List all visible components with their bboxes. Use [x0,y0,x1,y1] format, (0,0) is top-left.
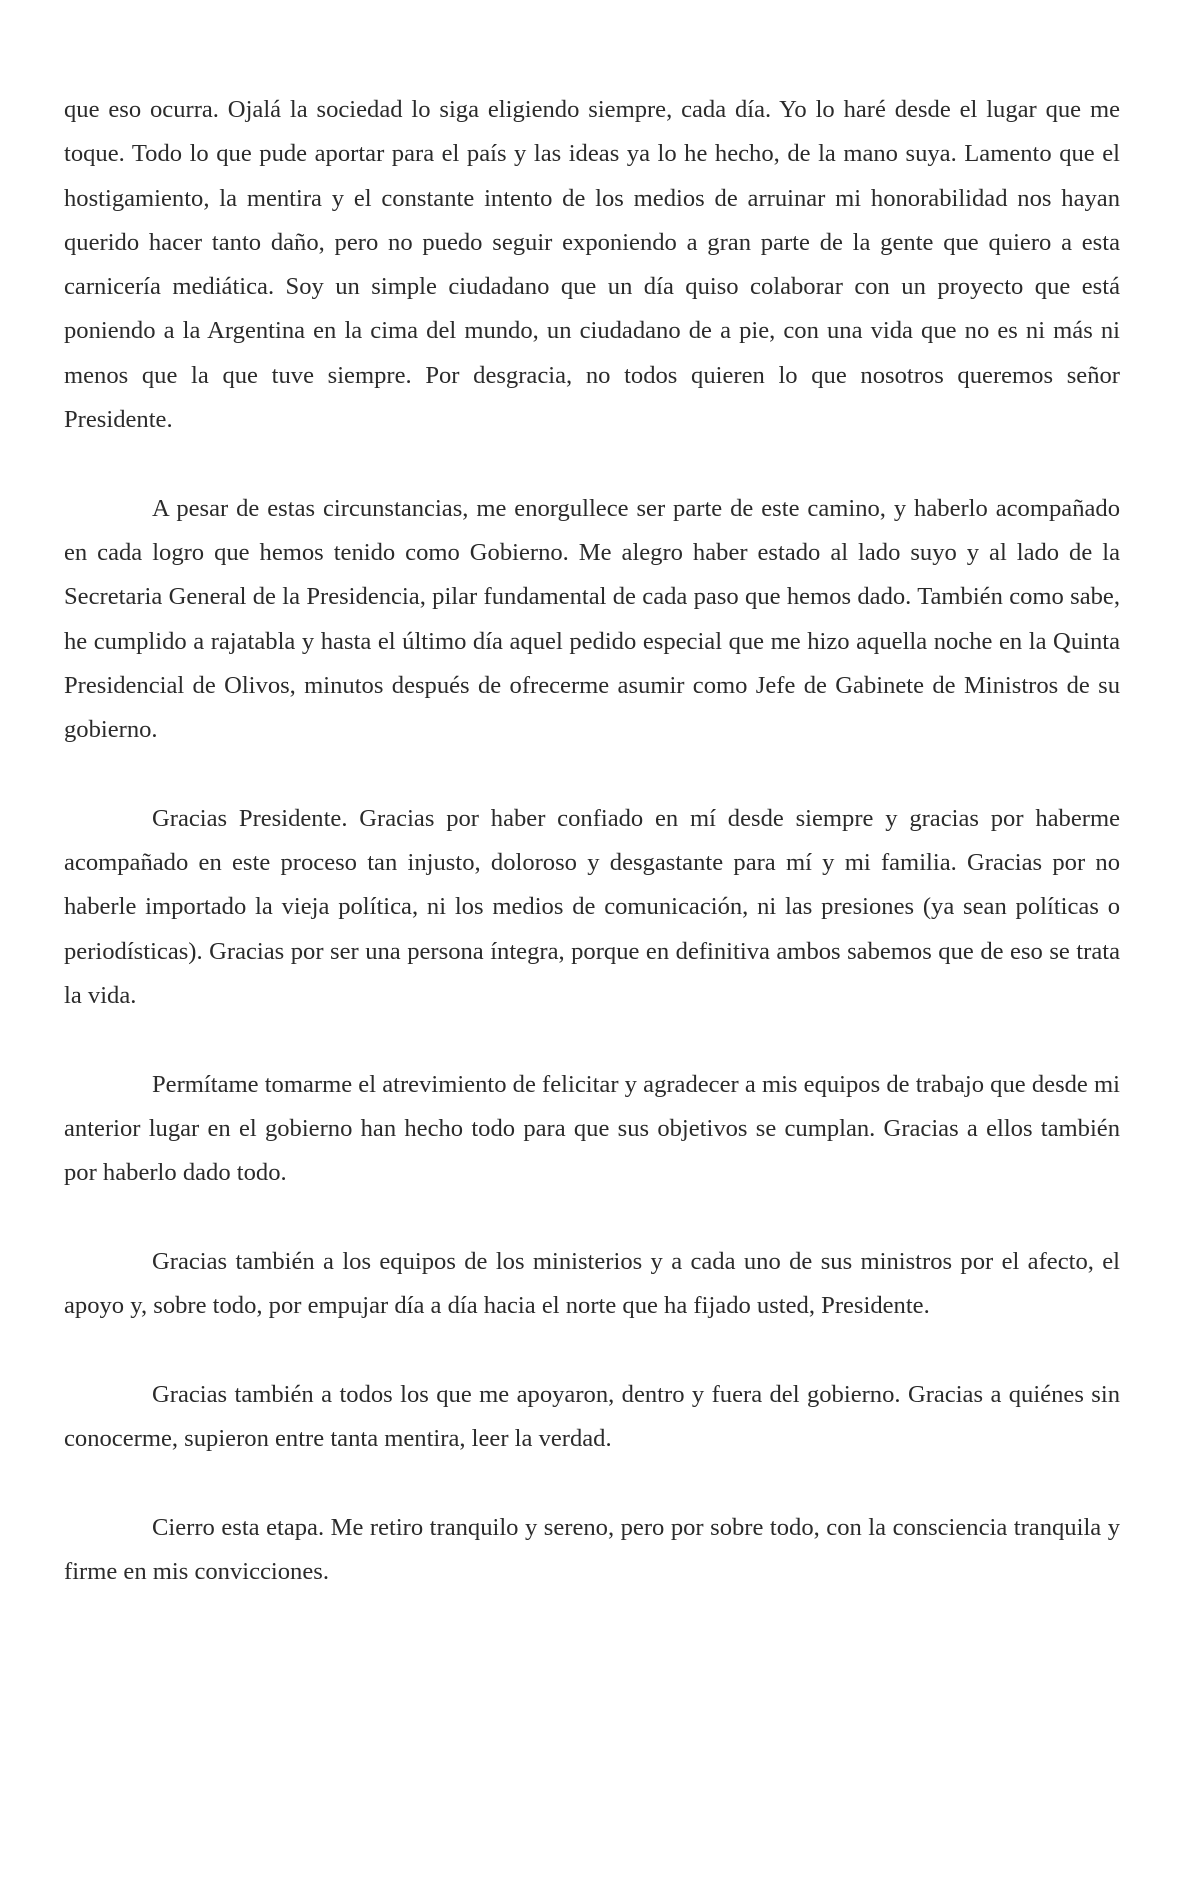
paragraph-thanks-president: Gracias Presidente. Gracias por haber confiado en mí desde siempre y gracias por haberme acompañado en este proceso tan injusto, doloroso y desgastante para mí y mi familia. Gracias por no haberle importado la vieja política, ni los medios de comunicación, ni las presiones (ya sean políticas o periodísticas). Gracias por ser una persona íntegra, porque en definitiva ambos sabemos que de eso se trata la vida. [64,804,1120,1009]
paragraph-closing: Cierro esta etapa. Me retiro tranquilo y sereno, pero por sobre todo, con la consciencia tranquila y firme en mis convicciones. [64,1513,1120,1585]
paragraph-thanks-teams: Permítame tomarme el atrevimiento de felicitar y agradecer a mis equipos de trabajo que desde mi anterior lugar en el gobierno han hecho todo para que sus objetivos se cumplan. Gracias a ellos también por haberlo dado todo. [64,1070,1120,1187]
paragraph-thanks-supporters: Gracias también a todos los que me apoyaron, dentro y fuera del gobierno. Gracias a quiénes sin conocerme, supieron entre tanta mentira, leer la verdad. [64,1380,1120,1452]
paragraph-continuation: que eso ocurra. Ojalá la sociedad lo siga eligiendo siempre, cada día. Yo lo haré desde el lugar que me toque. Todo lo que pude aportar para el país y las ideas ya lo he hecho, de la mano suya. Lamento que el hostigamiento, la mentira y el constante intento de los medios de arruinar mi honorabilidad nos hayan querido hacer tanto daño, pero no puedo seguir exponiendo a gran parte de la gente que quiero a esta carnicería mediática. Soy un simple ciudadano que un día quiso colaborar con un proyecto que está poniendo a la Argentina en la cima del mundo, un ciudadano de a pie, con una vida que no es ni más ni menos que la que tuve siempre. Por desgracia, no todos quieren lo que nosotros queremos señor Presidente. [64,96,1120,434]
letter-body [64,88,1120,1594]
paragraph-thanks-ministries: Gracias también a los equipos de los ministerios y a cada uno de sus ministros por el afecto, el apoyo y, sobre todo, por empujar día a día hacia el norte que ha fijado usted, Presidente. [64,1247,1120,1320]
paragraph-circumstances: A pesar de estas circunstancias, me enorgullece ser parte de este camino, y haberlo acompañado en cada logro que hemos tenido como Gobierno. Me alegro haber estado al lado suyo y al lado de la Secretaria General de la Presidencia, pilar fundamental de cada paso que hemos dado. También como sabe, he cumplido a rajatabla y hasta el último día aquel pedido especial que me hizo aquella noche en la Quinta Presidencial de Olivos, minutos después de ofrecerme asumir como Jefe de Gabinete de Ministros de su gobierno. [64,494,1120,744]
